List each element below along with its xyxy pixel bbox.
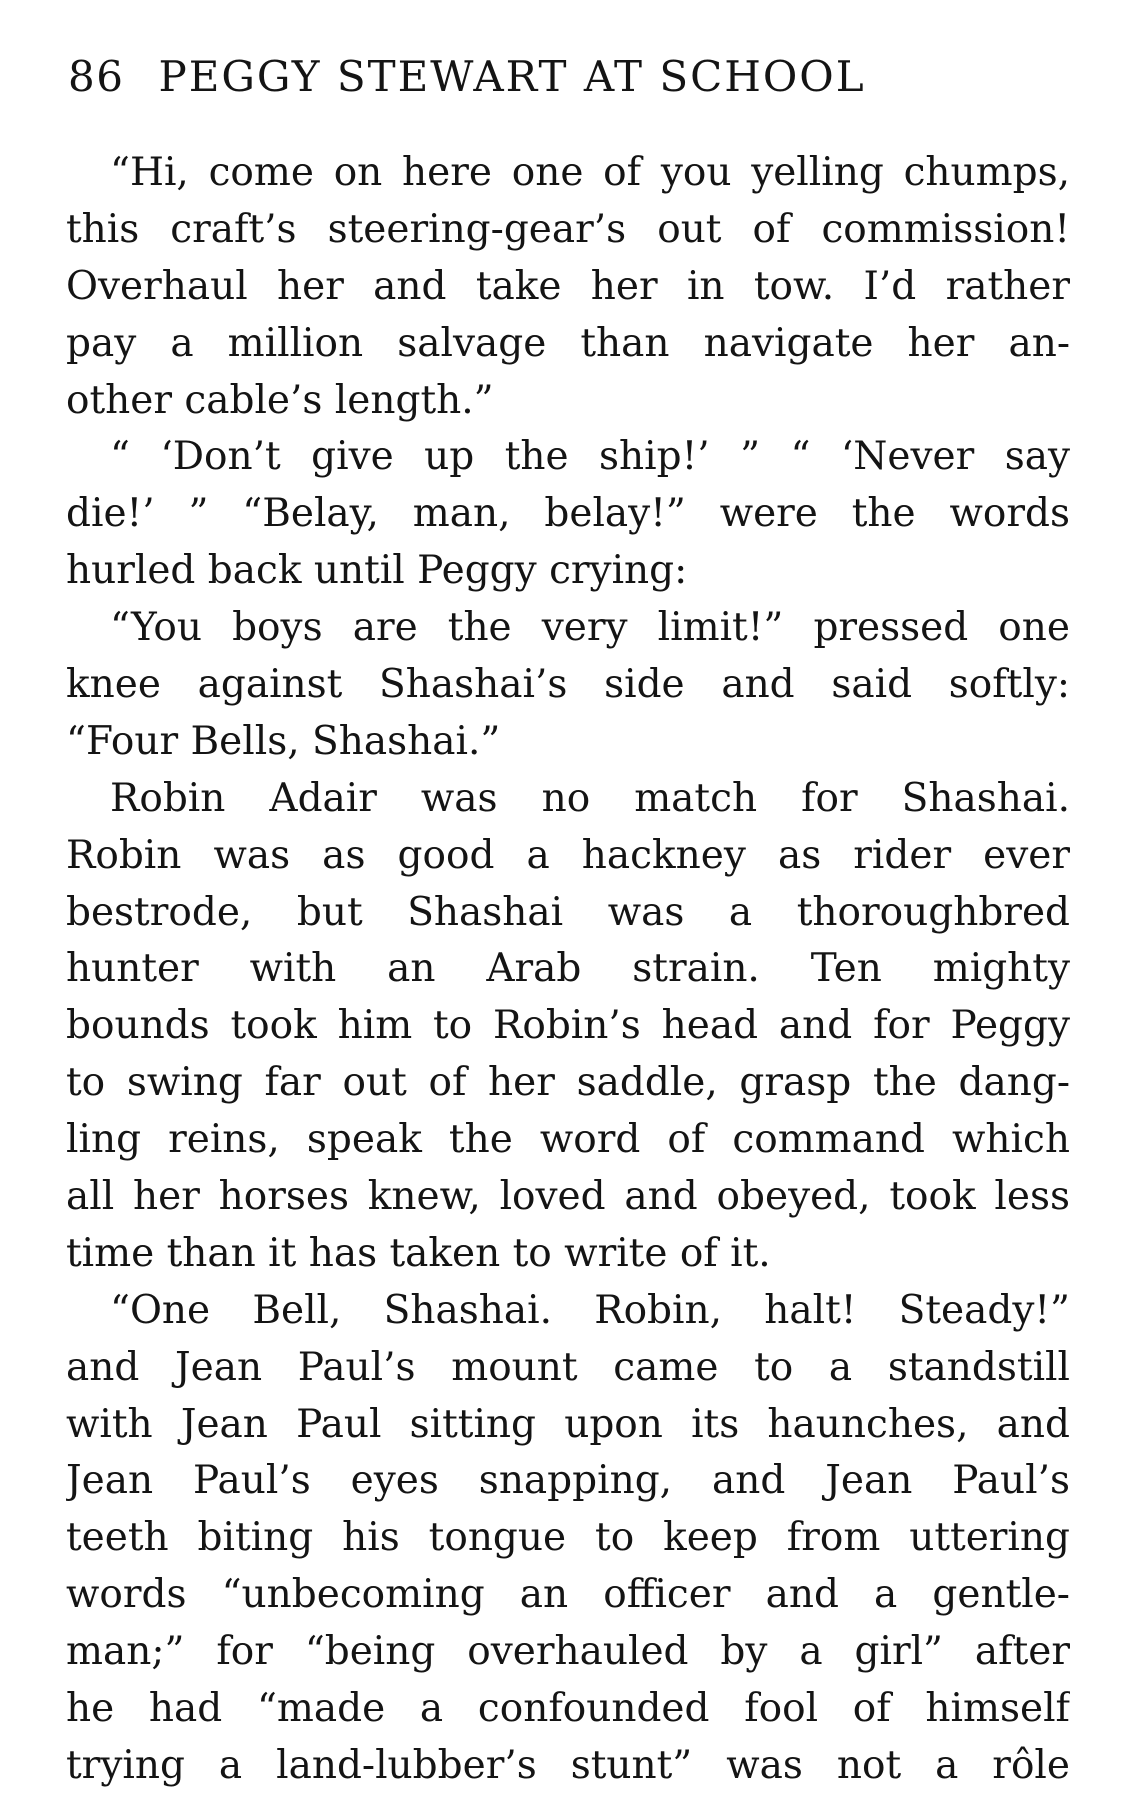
text-line: other cable’s length.” — [66, 377, 494, 423]
text-line: time than it has taken to write of it. — [66, 1230, 771, 1276]
text-line: with Jean Paul sitting upon its haunches, and — [66, 1401, 1070, 1447]
text-line: knee against Shashai’s side and said softly: — [66, 662, 1070, 708]
text-line: “Hi, come on here one of you yelling chumps, — [110, 150, 1070, 195]
text-line: pay a million salvage than navigate her an- — [66, 320, 1070, 366]
text-line: this craft’s steering-gear’s out of commission! — [66, 206, 1070, 252]
text-line: trying a land-lubber’s stunt” was not a rôle — [66, 1742, 1070, 1788]
page-number: 86 — [68, 52, 125, 101]
text-line: ling reins, speak the word of command which — [66, 1117, 1070, 1163]
text-line: Robin was as good a hackney as rider ever — [66, 832, 1070, 878]
text-line: he had “made a confounded fool of himself — [66, 1686, 1070, 1732]
text-line: Robin Adair was no match for Shashai. — [110, 775, 1070, 821]
text-line: man;” for “being overhauled by a girl” after — [66, 1629, 1070, 1675]
text-line: bounds took him to Robin’s head and for Peggy — [66, 1003, 1070, 1049]
text-line: and Jean Paul’s mount came to a standstill — [66, 1344, 1070, 1390]
text-line: bestrode, but Shashai was a thoroughbred — [66, 889, 1070, 935]
text-line: Jean Paul’s eyes snapping, and Jean Paul’s — [66, 1458, 1070, 1504]
text-line: “You boys are the very limit!” pressed one — [110, 605, 1070, 651]
text-line: all her horses knew, loved and obeyed, took less — [66, 1174, 1070, 1220]
text-line: hunter with an Arab strain. Ten mighty — [66, 946, 1070, 992]
text-line: hurled back until Peggy crying: — [66, 548, 688, 594]
text-line: to swing far out of her saddle, grasp the dang- — [66, 1060, 1070, 1106]
text-line: teeth biting his tongue to keep from uttering — [66, 1515, 1070, 1561]
body-text — [66, 145, 1070, 1795]
page-header — [68, 52, 866, 112]
text-line: words “unbecoming an officer and a gentle- — [66, 1572, 1070, 1618]
text-line: Overhaul her and take her in tow. I’d rather — [66, 263, 1070, 309]
text-line: die!’ ” “Belay, man, belay!” were the words — [66, 491, 1070, 537]
text-line: “Four Bells, Shashai.” — [66, 718, 501, 764]
running-title: PEGGY STEWART AT SCHOOL — [158, 52, 866, 101]
text-line: “One Bell, Shashai. Robin, halt! Steady!” — [110, 1287, 1070, 1333]
text-line: “ ‘Don’t give up the ship!’ ” “ ‘Never say — [110, 434, 1070, 480]
